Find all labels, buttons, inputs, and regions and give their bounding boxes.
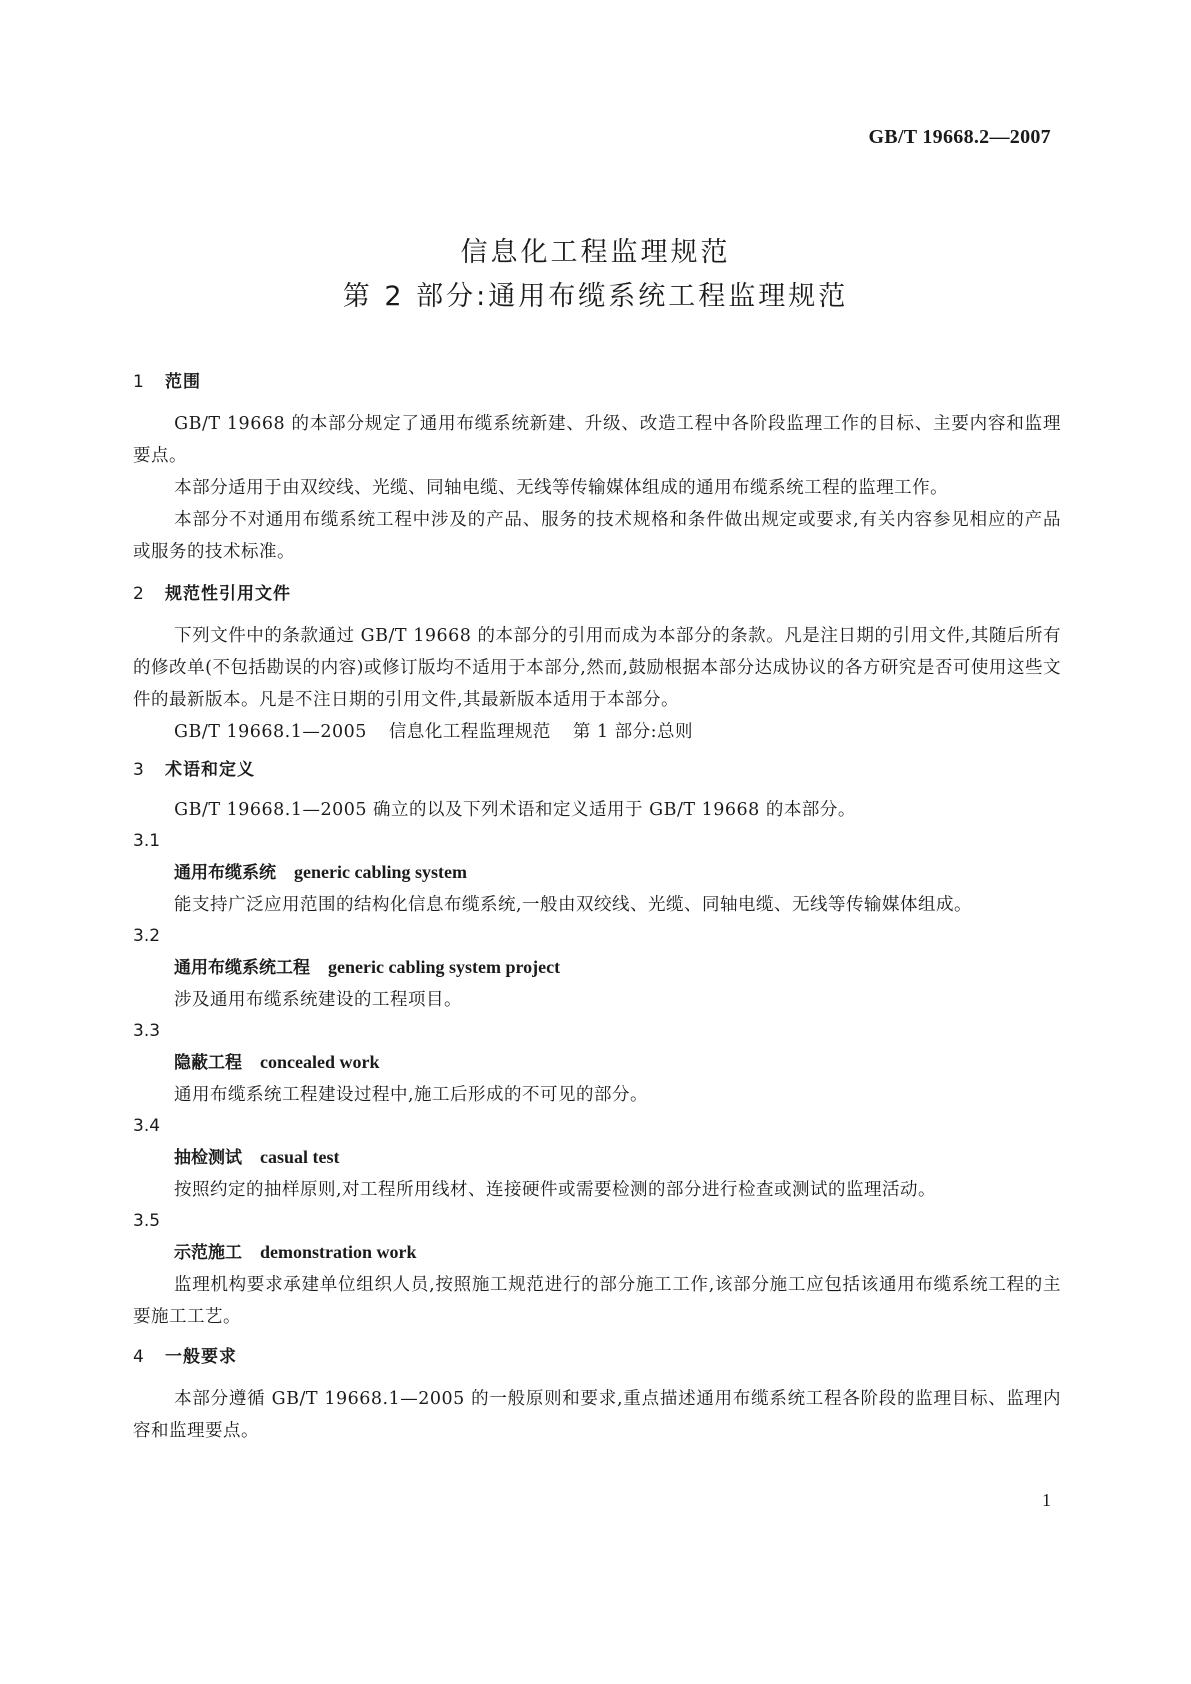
section-title: 规范性引用文件 bbox=[165, 584, 291, 604]
term-number: 3.3 bbox=[133, 1021, 161, 1041]
term-zh: 隐蔽工程 bbox=[174, 1053, 242, 1073]
section-heading-scope bbox=[133, 370, 1061, 394]
term-en: generic cabling system project bbox=[328, 957, 561, 977]
section-title: 范围 bbox=[165, 372, 201, 392]
paragraph: 下列文件中的条款通过 GB/T 19668 的本部分的引用而成为本部分的条款。凡是注日期的引用文件,其随后所有的修改单(不包括勘误的内容)或修订版均不适用于本部分,然而,鼓励根据本部分达成协议的各方研究是否可使用这些文件的最新版本。凡是不注日期的引用文件,其最新版本适用于本部分。 bbox=[133, 626, 1061, 710]
reference-entry bbox=[133, 716, 1061, 748]
paragraph: 本部分适用于由双绞线、光缆、同轴电缆、无线等传输媒体组成的通用布缆系统工程的监理工作。 bbox=[174, 478, 949, 498]
term-heading bbox=[133, 1046, 1061, 1079]
standard-number: GB/T 19668.2—2007 bbox=[868, 126, 1051, 148]
section-heading-normative-references bbox=[133, 582, 1061, 606]
term-heading bbox=[133, 1141, 1061, 1174]
term-number: 3.2 bbox=[133, 926, 161, 946]
term-heading bbox=[133, 1236, 1061, 1269]
document-title: 信息化工程监理规范 bbox=[460, 237, 731, 268]
document-subtitle: 第 2 部分:通用布缆系统工程监理规范 bbox=[342, 281, 849, 312]
paragraph: GB/T 19668.1—2005 确立的以及下列术语和定义适用于 GB/T 19668 的本部分。 bbox=[174, 800, 856, 820]
term-number: 3.5 bbox=[133, 1211, 161, 1231]
reference-part: 第 1 部分:总则 bbox=[572, 722, 694, 742]
section-number: 2 bbox=[133, 584, 145, 604]
reference-code: GB/T 19668.1—2005 bbox=[174, 722, 367, 742]
term-definition: 按照约定的抽样原则,对工程所用线材、连接硬件或需要检测的部分进行检查或测试的监理活动。 bbox=[174, 1180, 937, 1200]
term-number: 3.4 bbox=[133, 1116, 161, 1136]
section-number: 1 bbox=[133, 372, 145, 392]
paragraph: GB/T 19668 的本部分规定了通用布缆系统新建、升级、改造工程中各阶段监理工作的目标、主要内容和监理要点。 bbox=[133, 414, 1061, 466]
term-zh: 抽检测试 bbox=[174, 1148, 242, 1168]
term-zh: 通用布缆系统工程 bbox=[174, 958, 310, 978]
term-definition: 监理机构要求承建单位组织人员,按照施工规范进行的部分施工工作,该部分施工应包括该通用布缆系统工程的主要施工工艺。 bbox=[133, 1275, 1061, 1327]
term-en: generic cabling system bbox=[294, 862, 467, 882]
term-heading bbox=[133, 951, 1061, 984]
term-en: casual test bbox=[260, 1147, 340, 1167]
section-heading-general-requirements bbox=[133, 1345, 1061, 1369]
reference-title: 信息化工程监理规范 bbox=[388, 722, 551, 742]
paragraph: 本部分不对通用布缆系统工程中涉及的产品、服务的技术规格和条件做出规定或要求,有关内容参见相应的产品或服务的技术标准。 bbox=[133, 510, 1061, 562]
term-en: concealed work bbox=[260, 1052, 380, 1072]
term-zh: 通用布缆系统 bbox=[174, 863, 276, 883]
document-body bbox=[133, 370, 1061, 1447]
term-definition: 通用布缆系统工程建设过程中,施工后形成的不可见的部分。 bbox=[174, 1085, 649, 1105]
page-number: 1 bbox=[1042, 1490, 1051, 1510]
section-number: 4 bbox=[133, 1347, 145, 1367]
term-definition: 能支持广泛应用范围的结构化信息布缆系统,一般由双绞线、光缆、同轴电缆、无线等传输媒体组成。 bbox=[174, 895, 973, 915]
section-number: 3 bbox=[133, 760, 145, 780]
section-title: 一般要求 bbox=[165, 1347, 237, 1367]
section-title: 术语和定义 bbox=[165, 760, 255, 780]
term-zh: 示范施工 bbox=[174, 1243, 242, 1263]
term-heading bbox=[133, 856, 1061, 889]
section-heading-terms bbox=[133, 758, 1061, 782]
term-number: 3.1 bbox=[133, 831, 161, 851]
term-en: demonstration work bbox=[260, 1242, 417, 1262]
paragraph: 本部分遵循 GB/T 19668.1—2005 的一般原则和要求,重点描述通用布缆系统工程各阶段的监理目标、监理内容和监理要点。 bbox=[133, 1389, 1061, 1441]
term-definition: 涉及通用布缆系统建设的工程项目。 bbox=[174, 990, 462, 1010]
